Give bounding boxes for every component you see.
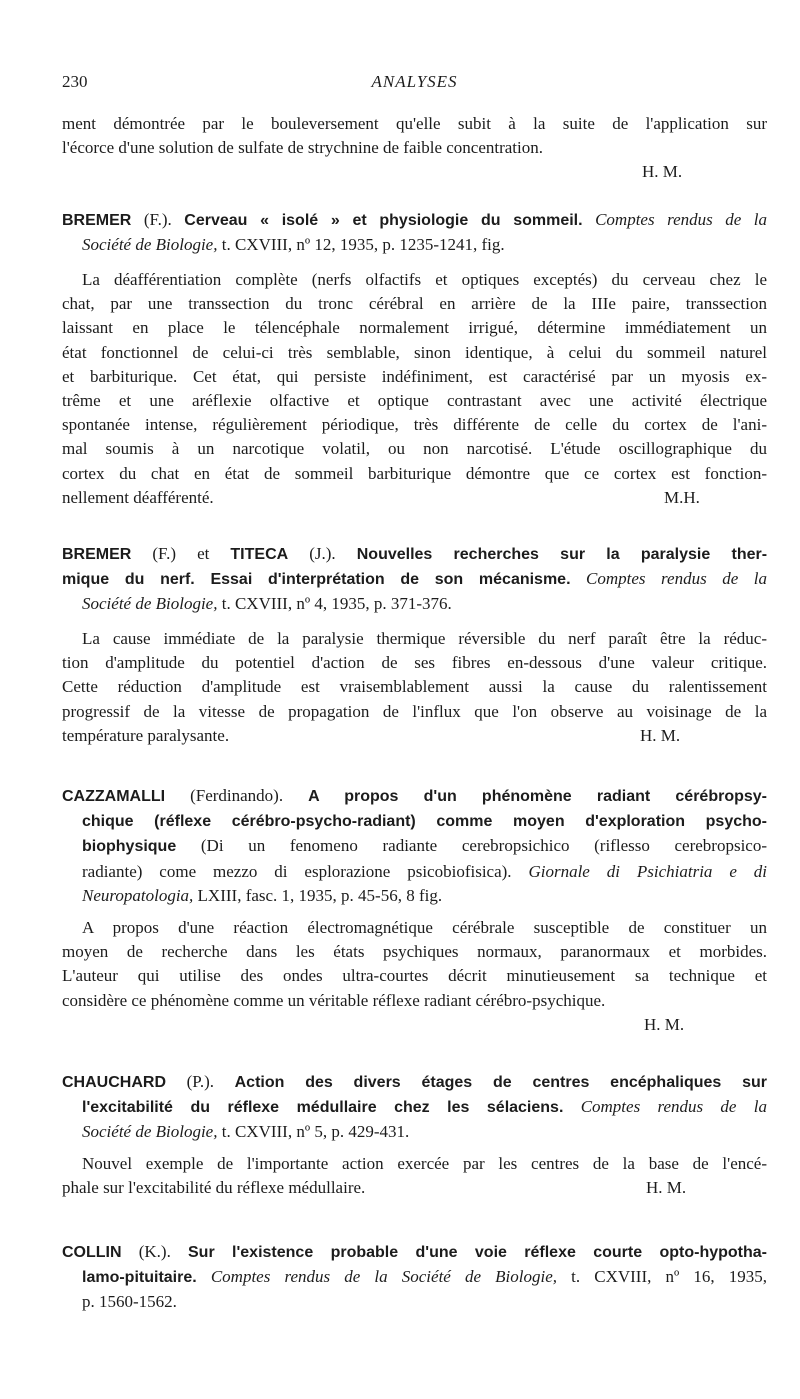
reference-cazzamalli: CAZZAMALLI (Ferdinando). A propos d'un phénomène radiant cérébropsy- chique (réflexe cérébro-psycho-radiant) comme moyen d'exploration psycho- biophysique (Di un fenomeno radiante cerebropsichico (riflesso cerebropsico- radiante) come mezzo di esplorazione psicobiofisica). Giornale di Psichiatria e di Neuropatologia, LXIII, fasc. 1, 1935, p. 45-56, 8 fig. xyxy=(62,786,768,905)
page-number: 230 xyxy=(62,72,88,91)
abstract-bremer: La déafférentiation complète (nerfs olfactifs et optiques exceptés) du cerveau chez le chat, par une transsection du tronc cérébral en arrière de la IIIe paire, transsection laissant en place le télencéphale normalement irrigué, détermine immédiatement un état fonctionnel de celui-ci très semblable, sinon identique, à celui du sommeil naturel et barbiturique. Cet état, qui persiste indéfiniment, est caractérisé par un myosis ex- trême et une aréflexie olfactive et optique contrastant avec une activité électrique spontanée intense, régulièrement périodique, très différente de celle du cortex de l'ani- mal soumis à un narcotique volatil, ou non narcotisé. L'étude oscillographique du cortex du chat en état de sommeil barbiturique démontre que ce cortex est fonction- nellement déafférenté. M.H. xyxy=(62,268,767,510)
signature: H. M. xyxy=(646,1178,687,1198)
abstract-cazzamalli: A propos d'une réaction électromagnétique cérébrale susceptible de constituer un moyen de recherche dans les états psychiques normaux, paranormaux et morbides. L'auteur qui utilise des ondes ultra-courtes décrit minutieusement sa technique et considère ce phénomène comme un véritable réflexe radiant cérébro-psychique. H. M. xyxy=(62,916,767,1037)
signature: H. M. xyxy=(644,1014,685,1034)
reference-bremer-titeca: BREMER (F.) et TITECA (J.). Nouvelles recherches sur la paralysie ther- mique du nerf. Essai d'interprétation de son mécanisme. Comptes rendus de la Société de Biologie, t. CXVIII, nº 4, 1935, p. 371-376. xyxy=(62,544,768,614)
reference-chauchard: CHAUCHARD (P.). Action des divers étages de centres encéphaliques sur l'excitabilité du réflexe médullaire chez les sélaciens. Comptes rendus de la Société de Biologie, t. CXVIII, nº 5, p. 429-431. xyxy=(62,1072,768,1142)
continuation-paragraph: ment démontrée par le bouleversement qu'elle subit à la suite de l'application sur l'écorce d'une solution de sulfate de strychnine de faible concentration. H. M. xyxy=(62,112,767,185)
signature: H. M. xyxy=(640,725,681,745)
signature: H. M. xyxy=(642,162,683,182)
abstract-chauchard: Nouvel exemple de l'importante action exercée par les centres de la base de l'encé- phale sur l'excitabilité du réflexe médullaire. H. M. xyxy=(62,1152,767,1200)
running-header xyxy=(62,72,767,96)
reference-bremer: BREMER (F.). Cerveau « isolé » et physiologie du sommeil. Comptes rendus de la Société de Biologie, t. CXVIII, nº 12, 1935, p. 1235-1241, fig. xyxy=(62,210,767,255)
abstract-bremer-titeca: La cause immédiate de la paralysie thermique réversible du nerf paraît être la réduc- tion d'amplitude du potentiel d'action de ses fibres en-dessous d'une valeur critique. Cette réduction d'amplitude est vraisemblablement aussi la cause du ralentissement progressif de la vitesse de propagation de l'influx que l'on observe au voisinage de la température paralysante. H. M. xyxy=(62,627,767,748)
signature: M.H. xyxy=(664,487,700,507)
running-title: ANALYSES xyxy=(371,72,458,91)
reference-collin: COLLIN (K.). Sur l'existence probable d'une voie réflexe courte opto-hypotha- lamo-pituitaire. Comptes rendus de la Société de Biologie, t. CXVIII, nº 16, 1935, p. 1560-1562. xyxy=(62,1242,768,1312)
